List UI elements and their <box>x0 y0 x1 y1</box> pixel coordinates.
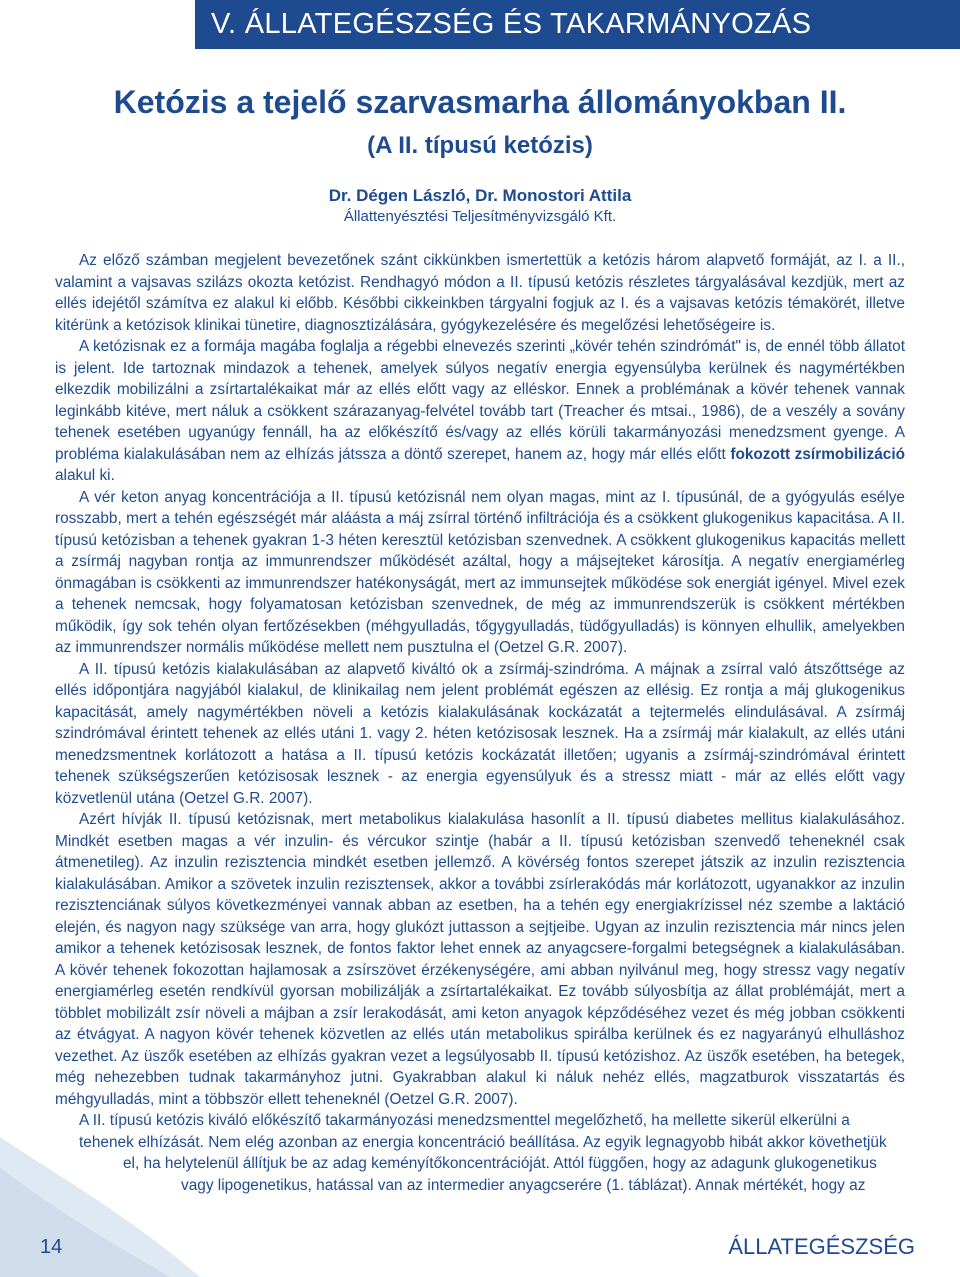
paragraph-line: A II. típusú ketózis kiváló előkészítő takarmányozási menedzsmenttel megelőzhető, ha mellette sikerül elkerülni a <box>79 1112 850 1129</box>
footer-section-label: ÁLLATEGÉSZSÉG <box>728 1234 915 1259</box>
paragraph-text: alakul ki. <box>55 467 115 484</box>
article-body <box>55 250 905 1196</box>
paragraph: A vér keton anyag koncentrációja a II. típusú ketózisnál nem olyan magas, mint az I. típusúnál, de a gyógyulás esélye rosszabb, mert a tehén egészségét már aláásta a máj zsírral történő infiltrációja és a csökkent glukogenikus kapacitása. A II. típusú ketózisban a tehenek gyakran 1-3 héten keresztül ketózisban szenvednek. A csökkent glukogenikus kapacitás mellett a zsírmáj nagyban rontja az immunrendszer működését azáltal, hogy a májsejteket károsítja. A negatív energiamérleg önmagában is csökkenti az immunrendszer hatékonyságát, mert az immunsejtek működése sok energiát igényel. Mivel ezek a tehenek nemcsak, hogy folyamatosan ketózisban szenvednek, de még az immunrendszerük is csökkent mértékben működik, így sok tehén olyan fertőzésekben (méhgyulladás, tőgygyulladás, tüdőgyulladás) is könnyen elhullik, amelyekben az immunrendszer normális működése mellett nem pusztulna el (Oetzel G.R. 2007). <box>55 488 905 656</box>
page-number: 14 <box>40 1236 63 1258</box>
affiliation: Állattenyésztési Teljesítményvizsgáló Kft. <box>343 208 617 225</box>
emphasis-text: fokozott zsírmobilizáció <box>730 445 905 463</box>
paragraph: Azért hívják II. típusú ketózisnak, mert metabolikus kialakulása hasonlít a II. típusú diabetes mellitus kialakulásához. Mindkét esetben magas a vér inzulin- és vércukor szintje (habár a II. típusú ketózisban szenvedő teheneknél csak átmenetileg). Az inzulin rezisztencia mindkét esetben jellemző. A kövérség fontos szerepet játszik az inzulin rezisztencia kialakulásában. Amikor a szövetek inzulin rezisztensek, akkor a további zsírlerakódás már korlátozott, ugyanakkor az inzulin rezisztenciának súlyos következményei vannak abban az esetben, ha a tehén egy energiakrízissel néz szembe a laktáció elején, és nagyon nagy szüksége van arra, hogy glukózt juttasson a sejtjeibe. Ugyan az inzulin rezisztencia már nincs jelen amikor a tehenek ketózisosak lesznek, de fontos faktor lehet ennek az anyagcsere-forgalmi betegségnek a kialakulásában. A kövér tehenek fokozottan hajlamosak a zsírszövet érzékenységére, ami abban nyilvánul meg, hogy stressz vagy negatív energiamérleg esetén rendkívül gyorsan mobilizálják a zsírtartalékaikat. Ez tovább súlyosbítja az állat problémáját, mert a többlet mobilizált zsír növeli a májban a zsír lerakodását, ami keton anyagok képződéséhez vezet és még jobban csökkenti az étvágyat. A nagyon kövér tehenek közvetlen az ellés után metabolikus spirálba kerülnek és ez nagyarányú elhulláshoz vezethet. Az üszők esetében az elhízás gyakran vezet a legsúlyosabb II. típusú ketózishoz. Az üszők esetében, ha betegek, még nehezebben tudnak takarmányhoz jutni. Gyakrabban alakul ki náluk nehéz ellés, magzatburok visszatartás és méhgyulladás, mint a többször ellett teheneknél (Oetzel G.R. 2007). <box>55 811 905 1108</box>
corner-swoosh-decoration <box>0 1067 220 1277</box>
article-subtitle: (A II. típusú ketózis) <box>367 132 593 159</box>
paragraph <box>55 336 905 487</box>
section-header-bar <box>195 0 960 49</box>
paragraph-text: A ketózisnak ez a formája magába foglalja a régebbi elnevezés szerinti „kövér tehén szindrómát" is, de ennél több állatot is jelent. Ide tartoznak mindazok a tehenek, amelyek súlyos negatív energia egyensúlyba kerülnek és nagymértékben elkezdik mobilizálni a zsírtartalékaikat már az ellés előtt vagy az elléskor. Ennek a problémának a kövér tehenek vannak leginkább kitéve, mert náluk a csökkent szárazanyag-felvétel tovább tart (Treacher és mtsai., 1986), de a veszély a sovány tehenek esetében ugyanúgy fennáll, ha az előkészítő és/vagy az ellés körüli takarmányozási menedzsment gyenge. A probléma kialakulásában nem az elhízás játssza a döntő szerepet, hanem az, hogy már ellés előtt <box>55 338 905 463</box>
authors: Dr. Dégen László, Dr. Monostori Attila <box>328 186 632 205</box>
article-title: Ketózis a tejelő szarvasmarha állományokban II. <box>113 84 847 120</box>
paragraph: Az előző számban megjelent bevezetőnek szánt cikkünkben ismertettük a ketózis három alapvető formáját, az I. a II., valamint a vajsavas szilázs okozta ketózist. Rendhagyó módon a II. típusú ketózis részletes tárgyalásával kezdjük, mert az ellés idejétől számítva ez alakul ki előbb. Későbbi cikkeinkben tárgyalni fogjuk az I. és a vajsavas ketózis témakörét, illetve kitérünk a ketózisok klinikai tünetire, diagnosztizálására, gyógykezelésére és megelőzési lehetőségeire is. <box>55 252 905 334</box>
paragraph-line: el, ha helytelenül állítjuk be az adag keményítőkoncentrációját. Attól függően, hogy az adagunk glukogenetikus <box>123 1155 877 1172</box>
paragraph-line: vagy lipogenetikus, hatással van az intermedier anyagcserére (1. táblázat). Annak mértékét, hogy az <box>181 1176 866 1194</box>
paragraph: A II. típusú ketózis kialakulásában az alapvető kiváltó ok a zsírmáj-szindróma. A májnak a zsírral való átszőttsége az ellés időpontjára nagyjából kialakul, de klinikailag nem jelent problémát egészen az ellésig. Ez rontja a máj glukogenikus kapacitását, amely nagymértékben növeli a ketózis kialakulásának kockázatát a tejtermelés elindulásával. A zsírmáj szindrómával érintett tehenek az ellés utáni 1. vagy 2. héten ketózisosak lesznek. Ha a zsírmáj már kialakult, az ellés utáni menedzsmentnek korlátozott a hatása a II. típusú ketózis kockázatát illetően; ugyanis a zsírmáj-szindrómával érintett tehenek szükségszerűen ketózisosak lesznek - az energia egyensúlyuk és a stressz miatt - már az ellés előtt vagy közvetlenül utána (Oetzel G.R. 2007). <box>55 660 905 807</box>
paragraph-line: tehenek elhízását. Nem elég azonban az energia koncentráció beállítása. Az egyik legnagyobb hibát akkor követhetjük <box>79 1133 887 1151</box>
section-title: V. ÁLLATEGÉSZSÉG ÉS TAKARMÁNYOZÁS <box>211 8 812 40</box>
